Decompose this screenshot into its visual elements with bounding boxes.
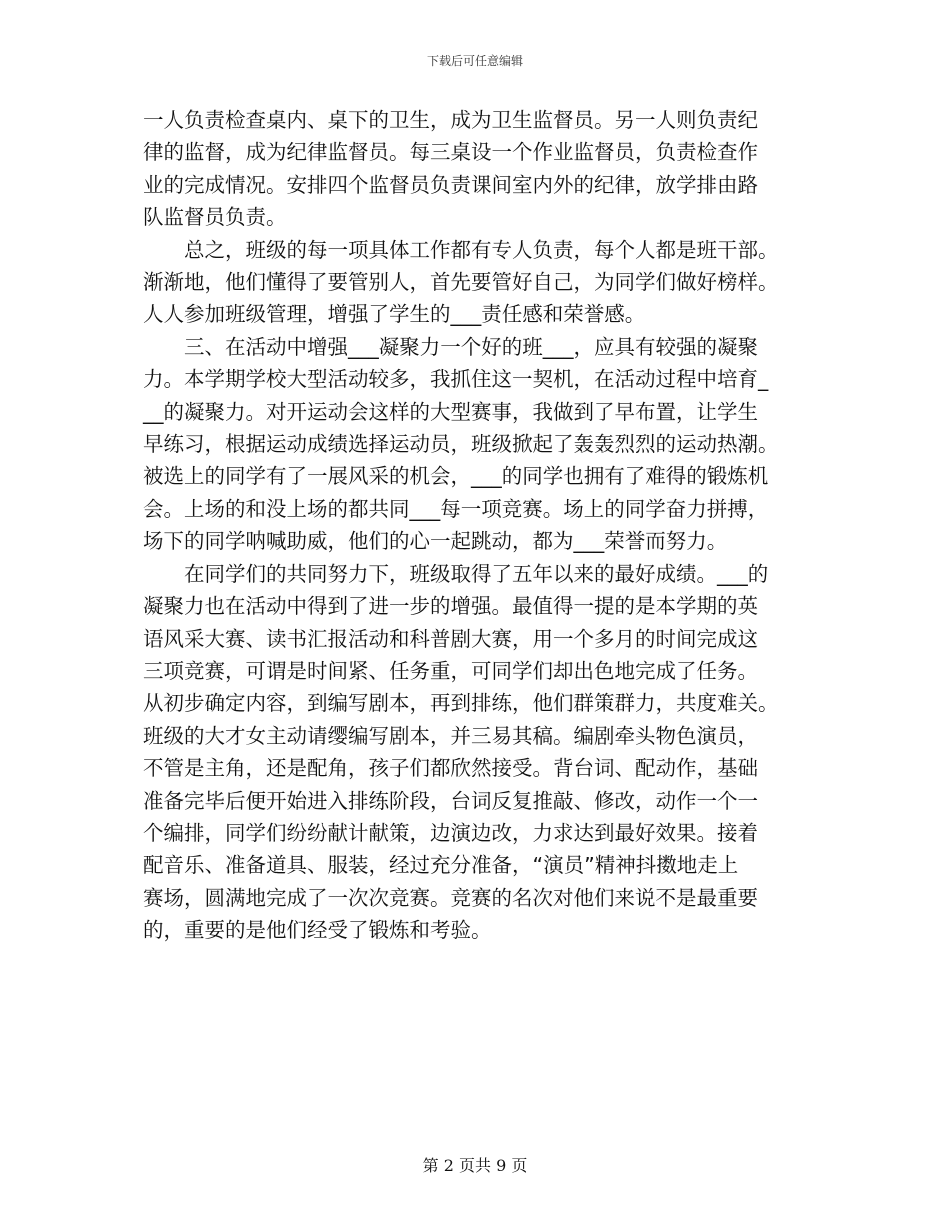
body-line: 从初步确定内容，到编写剧本，再到排练，他们群策群力，共度难关。: [143, 691, 779, 716]
body-line: 赛场，圆满地完成了一次次竞赛。竞赛的名次对他们来说不是最重要: [143, 885, 758, 910]
body-line: 场下的同学呐喊助威，他们的心一起跳动，都为___荣誉而努力。: [143, 529, 728, 554]
body-line: 三项竞赛，可谓是时间紧、任务重，可同学们却出色地完成了任务。: [143, 658, 758, 683]
body-line: 总之，班级的每一项具体工作都有专人负责，每个人都是班干部。: [143, 237, 779, 262]
body-line: 一人负责检查桌内、桌下的卫生，成为卫生监督员。另一人则负责纪: [143, 108, 758, 132]
body-line: 不管是主角，还是配角，孩子们都欣然接受。背台词、配动作，基础: [143, 756, 758, 781]
body-line: 配音乐、准备道具、服装，经过充分准备，“演员”精神抖擞地走上: [143, 853, 739, 878]
body-line: 班级的大才女主动请缨编写剧本，并三易其稿。编剧牵头物色演员，: [143, 723, 758, 748]
body-line: 渐渐地，他们懂得了要管别人，首先要管好自己，为同学们做好榜样。: [143, 270, 779, 295]
body-line: 被选上的同学有了一展风采的机会，___的同学也拥有了难得的锻炼机: [143, 464, 769, 489]
body-line: 语风采大赛、读书汇报活动和科普剧大赛，用一个多月的时间完成这: [143, 626, 758, 651]
body-line: 会。上场的和没上场的都共同___每一项竞赛。场上的同学奋力拼搏，: [143, 496, 769, 521]
body-line: 个编排，同学们纷纷献计献策，边演边改，力求达到最好效果。接着: [143, 820, 758, 845]
body-line: 在同学们的共同努力下，班级取得了五年以来的最好成绩。___的: [143, 561, 769, 586]
body-line: 三、在活动中增强___凝聚力一个好的班___，应具有较强的凝聚: [143, 334, 758, 359]
page-header: 下载后可任意编辑: [426, 54, 523, 68]
body-line: __的凝聚力。对开运动会这样的大型赛事，我做到了早布置，让学生: [143, 399, 758, 424]
body-line: 的，重要的是他们经受了锻炼和考验。: [143, 918, 492, 943]
body-line: 力。本学期学校大型活动较多，我抓住这一契机，在活动过程中培育_: [143, 367, 769, 392]
document-body: [143, 104, 823, 947]
body-line: 律的监督，成为纪律监督员。每三桌设一个作业监督员，负责检查作: [143, 140, 758, 165]
body-line: 凝聚力也在活动中得到了进一步的增强。最值得一提的是本学期的英: [143, 594, 758, 619]
body-line: 准备完毕后便开始进入排练阶段，台词反复推敲、修改，动作一个一: [143, 788, 758, 813]
body-line: 队监督员负责。: [143, 205, 287, 230]
body-line: 业的完成情况。安排四个监督员负责课间室内外的纪律，放学排由路: [143, 172, 758, 197]
body-line: 早练习，根据运动成绩选择运动员，班级掀起了轰轰烈烈的运动热潮。: [143, 432, 779, 457]
page-footer: 第 2 页共 9 页: [422, 1156, 528, 1175]
body-line: 人人参加班级管理，增强了学生的___责任感和荣誉感。: [143, 302, 646, 327]
